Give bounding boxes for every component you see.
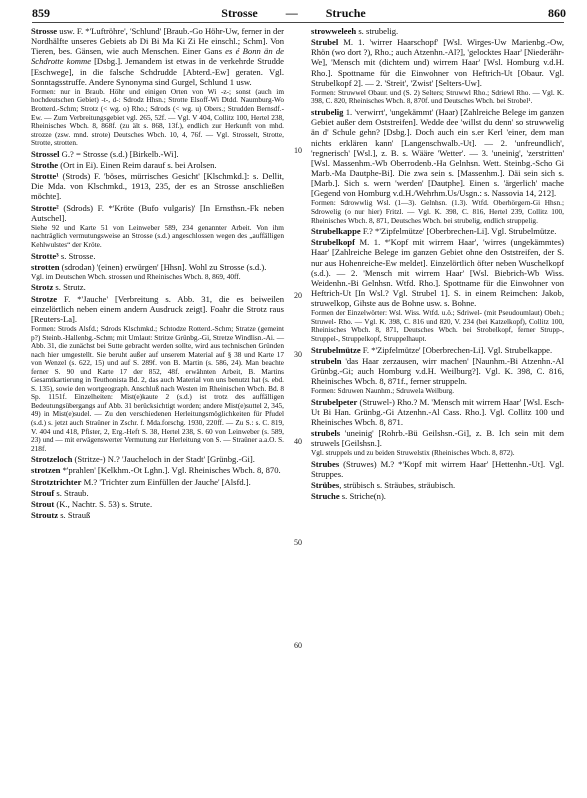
entry-text: F. *'Zipfelmütze' [Oberbrechen-Li]. Vgl. Strubelkappe. — [360, 344, 553, 355]
entry-lemma: strubeln — [311, 355, 342, 366]
entry-text: , strübisch s. Sträubes, sträubisch. — [339, 480, 456, 491]
dictionary-entry — [31, 160, 284, 170]
entry-text: (K., Nachtr. S. 53) s. Strute. — [54, 498, 153, 509]
dictionary-entry — [31, 251, 284, 261]
note-text: Formen: Strods Alsfd.; Sdrods Klschmkd.; Schtodze Rotterd.-Schm; Stratze (gemeint p?) Steinb.-Hallenbg.-Schm; mit Umlaut: Stritze Grünbg.-Gi, Stretze Windlisn.-Ai. — Abb. 31, die zunächst bei Sutte gebracht werden sollte, wird aus technischen Gründen nach hier umgestellt. Sie beruht außer auf unserem Material auf § 38 und Karte 17 von Wenzel (s. 622, 15) und auf S. 289f. von B. Martin (s. 586, 24). Man beachte ferner S. 90 und Karte 17 der 852, 48f. erwähnten Arbeit, B. Martins Gesamtkartierung in Teuthonista Bd. 2, das auch Material von uns benutzt hat (s. ebd. S. 135), sowie den wortgeograph. Anschluß nach Westen im Rheinischen Wbch. Bd. 8 Sp. 1151f. Einzelheiten: Mist(e)kaute 2 (s.d.) ist trotz des auffälligen Bedeutungsübergangs auf Abb. 31 berücksichtigt worden; andere Mist(e)suttel 2, 345, 49) in Mist(e)sudel. — Zu den verschiedenen Herleitungsmöglichkeiten für Pfudel (s.d.) s. jetzt auch Straüner in Zschr. f. Mda.forschg. 1930, 220ff. — Zu S.: s. C. 819, V. 404 und 418, Pfister, 2, Erg.-Heft S. 38, Hertel 238, S. 60 von Leinweber (s. 589, 23) und — mit erwägenswerter Vermutung zur Herleitung von S. — Straüner a.a.O. S. 218f. — [31, 323, 284, 453]
header-rule — [32, 22, 564, 23]
dictionary-entry — [311, 237, 564, 308]
entry-note — [311, 89, 564, 106]
line-number: 40 — [294, 437, 302, 446]
entry-note — [311, 387, 564, 396]
line-number: 60 — [294, 641, 302, 650]
entry-text: F. *'Jauche' [Verbreitung s. Abb. 31, die es beiweilen einzelörtlich neben einem andern Ausdruck zeigt]. Foahr die Strotz raus [Reuters-La]. — [31, 293, 284, 324]
dictionary-entry — [31, 282, 284, 292]
note-text: Vgl. im Deutschen Wbch. strossen und Rheinisches Wbch. 8, 869, 40ff. — [31, 271, 241, 281]
entry-text: 'das Haar zerzausen, wirr machen' [Naunhm.-Bi Atzenhn.-Al Grünbg.-Gi; auch Homburg v.d.H. Weilburg?]. Vgl. K. 398, C. 816, Rheinisches Wbch. 8, 871f., ferner struppeln. — [311, 355, 564, 386]
entry-text: (sdrodən) '(einen) erwürgen' [Hhsn]. Wohl zu Strosse (s.d.). — [59, 261, 267, 272]
entry-text: M.? 'Trichter zum Einfüllen der Jauche' [Alsfd.]. — [81, 476, 251, 487]
left-column — [31, 26, 284, 521]
dictionary-entry — [31, 171, 284, 201]
note-text: Vgl. struppels und zu beiden Struwelstix (Rheinisches Wbch. 8, 872). — [311, 448, 515, 458]
entry-text: *'prahlen' [Kelkhm.-Ot Lghn.]. Vgl. Rheinisches Wbch. 8, 870. — [60, 465, 281, 476]
entry-lemma: Strossel — [31, 148, 60, 159]
entry-lemma: Stroutz — [31, 509, 59, 520]
entry-text: usw. F. *'Luftröhre', 'Schlund' [Braub.-Go Höhr-Uw, ferner in der Nordhälfte unseres Gebiets ab Di Bi Ma Ki Zi He einschl.; Schm]. Von Tieren, bes. Gänsen, wie auch Menschen. Einer Gans — [31, 26, 284, 57]
dictionary-entry — [311, 37, 564, 88]
entry-text: (Struwel-) Rho.? M. 'Mensch mit wirrem Haar' [Wsl. Esch-Ut Bi Han. Grünbg.-Gi Atzenhn.-Al Cass. Rho.]. Vgl. Collitz 100 und Rheinisches Wbch. 8, 871. — [311, 396, 564, 427]
dictionary-entry — [31, 465, 284, 475]
line-number: 30 — [294, 350, 302, 359]
entry-text: (Struwes) M.? *'Kopf mit wirrem Haar' [Hettenhn.-Ut]. Vgl. Struppes. — [311, 459, 564, 480]
entry-note — [311, 449, 564, 458]
note-text: Formen: nur in Braub. Höhr und einigen Orten von Wi -z-; sonst (auch im hochdeutschen Gebiet) -t-, d-: Sdrodz Hhsn.; Strotte Elsoff-Wi Dtdd. Naumburg-Wo Brotterd.-Schm; Strotz (< wg. o) Rho.; Sdrods (< wg. u) Obers.; Strudden Bernsdf.-Ew. — Zum Verbreitungsgebiet vgl. 265, 52f. — Vgl. V 404, Collitz 100, Hertel 238, Rheinisches Wbch. 8, 868f. (zu ält s. 868, 13f.), endlich zur Herkunft von mhd. strozze (zsw. mnd. strote) Deutsches Wbch. 10, 4, 76f. — Vgl. Strosselt, Strotte, Strotte, strotten. — [31, 86, 284, 148]
entry-text: s. Strosse. — [58, 250, 96, 261]
dictionary-entry — [311, 107, 564, 198]
dictionary-entry — [31, 499, 284, 509]
entry-lemma: Strubelkopf — [311, 237, 355, 248]
entry-lemma: Strubes — [311, 459, 340, 470]
note-text: Formen der Einzelwörter: Wsl. Wiss. Wtfd. u.ö.; Sdriwel- (mit Pseudoumlaut) Obeh.; Struwel- Rho. — Vgl. K. 398, C. 816 und 820, V. 234 (bei Katzelkopf), Collitz 100, Rheinisches Wbch. 8, 871, Deutsches Wbch. bei Strobelkopf, ferner Strupp-, Struppel-, Struppelkopf, Struppelhaupt. — [311, 308, 564, 343]
dictionary-entry — [31, 149, 284, 159]
entry-text: (Ort in Ei). Einen Reim darauf s. bei Arolsen. — [58, 159, 217, 170]
entry-lemma: Strubelpeter — [311, 396, 358, 407]
entry-lemma: strowweleeh — [311, 26, 357, 36]
entry-lemma: strotzen — [31, 465, 61, 476]
entry-example: es é Bonn än de Schdrotte komme — [31, 46, 284, 67]
entry-text: s. Strauß — [58, 509, 91, 520]
dictionary-entry — [311, 491, 564, 501]
entry-text: G.? = Strosse (s.d.) [Birkelb.-Wi]. — [59, 148, 179, 159]
dictionary-entry — [311, 480, 564, 490]
entry-text: s. Striche(n). — [339, 491, 386, 502]
dictionary-entry — [31, 26, 284, 87]
dictionary-entry — [31, 510, 284, 520]
entry-lemma: Strubelmütze — [311, 344, 361, 355]
right-column — [311, 26, 564, 503]
entry-text: (Strods) F. 'böses, mürrisches Gesicht' [Klschmkd.]: s. Dellit, Die Mda. von Klschmkd., 1913, 235, der es an Strosse anschließen möchte]. — [31, 171, 284, 202]
note-text: Formen: Sdrowwlig Wsl. (1—3). Gelnhsn. (1.3). Wtfd. Oberhörgern-Gi Hhsn.; Sdrowelig (o nur hier) Fritzl. — Vgl. K. 398, C. 816, Hertel 239, Collitz 100, Rheinisches Wbch. 8, 871, Deutsches Wbch. bei strubelig, endlich struppelig. — [311, 198, 564, 225]
dictionary-entry — [311, 356, 564, 386]
line-number: 10 — [294, 146, 302, 155]
dictionary-entry — [31, 454, 284, 464]
entry-note — [311, 199, 564, 225]
note-text: Siehe 92 und Karte 51 von Leinweber 589, 234 genannter Arbeit. Von ihm nachträglich vermutungsweise an Strosse (s.d.) angeschlossen wegen des „auffälligen Kehlwulstes“ der Kröte. — [31, 222, 284, 249]
entry-lemma: Strotze — [31, 293, 58, 304]
dictionary-entry — [31, 262, 284, 272]
entry-lemma: Strotte² — [31, 202, 59, 213]
guide-dash: — — [285, 6, 298, 20]
entry-text: s. strubelig. — [356, 26, 399, 36]
line-number: 50 — [294, 538, 302, 547]
entry-note — [31, 224, 284, 250]
dictionary-entry — [311, 428, 564, 448]
dictionary-entry — [311, 226, 564, 236]
dictionary-entry — [31, 477, 284, 487]
page-number-right: 860 — [548, 6, 566, 20]
entry-lemma: Strotte³ — [31, 250, 59, 261]
entry-lemma: Struche — [311, 491, 340, 502]
dictionary-entry — [31, 488, 284, 498]
entry-lemma: strotten — [31, 261, 60, 272]
entry-text: (Stritze-) N.? 'Jaucheloch in der Stadt' [Grünbg.-Gi]. — [72, 454, 255, 465]
entry-note — [31, 325, 284, 453]
entry-text: 1. 'verwirrt', 'ungekämmt' (Haar) [Zahlreiche Belege im ganzen Gebiet außer dem Oststreifen]. Wedde dee 'willst du denn' so struwwelig än d' Schule gehn? [Dsbg.]. Doch auch ein s.er Kerl 'einer, dem man nichts erklären kann' [Langenschwalb.-Ut]. — 2. 'unfreundlich', 'regnerisch' [Wsl.], z. B. s. Wääre 'Wetter'. — 3. 'uneinig', 'zerstritten' [Wsl. Massenhm.-Wb Oberrodenb.-Ha Gelnhsn. Wett. Steinbg.-Scho Gi Marb.-Ma Dautphe-Bi]. Die zwa sein s. [Massenhm.]. Däi sein sich s. [Marb.]. Sich s. wern 'werden' [Dautphe]. Einen s. 'ärgerlich' mache [Gegend von Homburg v.d.H./Wehrhm.Us/Usgn.: s. Nassovia 14, 212]. — [311, 107, 564, 199]
entry-lemma: Strouf — [31, 487, 55, 498]
entry-note — [31, 273, 284, 282]
entry-lemma: Strotzeloch — [31, 454, 73, 465]
entry-lemma: Strotztrichter — [31, 476, 82, 487]
guide-word-right: Struche — [325, 6, 366, 20]
guide-word-left: Strosse — [221, 6, 258, 20]
dictionary-entry — [311, 397, 564, 427]
entry-note — [311, 309, 564, 343]
entry-note — [31, 88, 284, 148]
line-number: 20 — [294, 291, 302, 300]
dictionary-entry — [311, 459, 564, 479]
entry-text: s. Strutz. — [53, 282, 86, 293]
entry-text: s. Straub. — [54, 487, 89, 498]
entry-lemma: Strübes — [311, 480, 340, 491]
entry-lemma: strubels — [311, 428, 341, 439]
entry-lemma: Strubel — [311, 37, 339, 48]
page-number-left: 859 — [32, 6, 50, 20]
entry-lemma: strubelig — [311, 107, 344, 118]
entry-lemma: Strubelkappe — [311, 226, 361, 237]
entry-lemma: Strotz — [31, 282, 54, 293]
note-text: Formen: Struwwel Obaur. und (S. 2) Selters; Struwwl Rho.; Sdriewl Rho. — Vgl. K. 398, C. 820, Rheinisches Wbch. 8, 870f. und Deutsches Wbch. bei Strobel¹. — [311, 87, 564, 106]
entry-text: (Sdrods) F. *'Kröte (Bufo vulgaris)' [In Ernsthsn.-Fk neben Autschel]. — [31, 202, 284, 223]
running-head — [0, 6, 587, 21]
dictionary-entry — [311, 345, 564, 355]
entry-text: M. 1. 'wirrer Haarschopf' [Wsl. Wirges-Uw Marienbg.-Ow, Rhön (wo dort ?), Rho.; auch Atzenhn.-Al?], 'gelocktes Haar' [Niederähr-We], 'Mensch mit (dichtem und) wirrem Haar' [Wsl. Homburg v.d.H. Rho.]. Spottname für die Einwohner von Heftrich-Ut [Obaur. Vgl. Strubelkopf 2]. — 2. 'Streit', 'Zwist' [Selters-Uw]. — [311, 37, 564, 88]
entry-lemma: Strosse — [31, 26, 58, 36]
entry-text: F.? *'Zipfelmütze' [Oberbrechen-Li]. Vgl. Strubelmütze. — [360, 226, 557, 237]
entry-text: 'uneinig' [Rohrb.-Bü Geilshsn.-Gi], z. B. Ich sein mit dem struwels [Geilshsn.]. — [311, 428, 564, 449]
entry-lemma: Strothe — [31, 159, 59, 170]
note-text: Formen: Sdruwen Naunhm.; Sdruwela Weilburg. — [311, 386, 455, 396]
entry-lemma: Strotte¹ — [31, 171, 59, 182]
dictionary-entry — [31, 294, 284, 324]
entry-text: M. 1. *'Kopf mit wirrem Haar', 'wirres (ungekämmtes) Haar' [Zahlreiche Belege im ganzen Gebiet ohne den Oststreifen, der S. nur aus Hohenreiche-Ew meldet]. Einzelörtlich öfter neben Wuschelkopf (s.d.). — 2. 'Mensch mit wirrem Haar' [Wsl. Biebrich-Wb Wiss. Weidenhn.-Bi Gelnhsn. Wtfd. Rho.]. Spottname für die Einwohner von Heftrich-Ut [In Wsl.? Vgl. Strubel 1]. S. in einem Reimchen: Jakob, struwelkop, Gihste aus de Bohne usw. s. Bohne. — [311, 237, 564, 309]
dictionary-entry — [311, 26, 564, 36]
entry-lemma: Strout — [31, 498, 55, 509]
dictionary-entry — [31, 203, 284, 223]
entry-text-tail: [Dsbg.]. Jemandem ist etwas in de verkehrde Strudde [Eschwege], in die falsche Schdrudde [Abterd.-Ew] geraten. Vgl. Sonntagsstruffe. Andere Synonyma sind Gurgel, Schlund 1 usw. — [31, 56, 284, 87]
